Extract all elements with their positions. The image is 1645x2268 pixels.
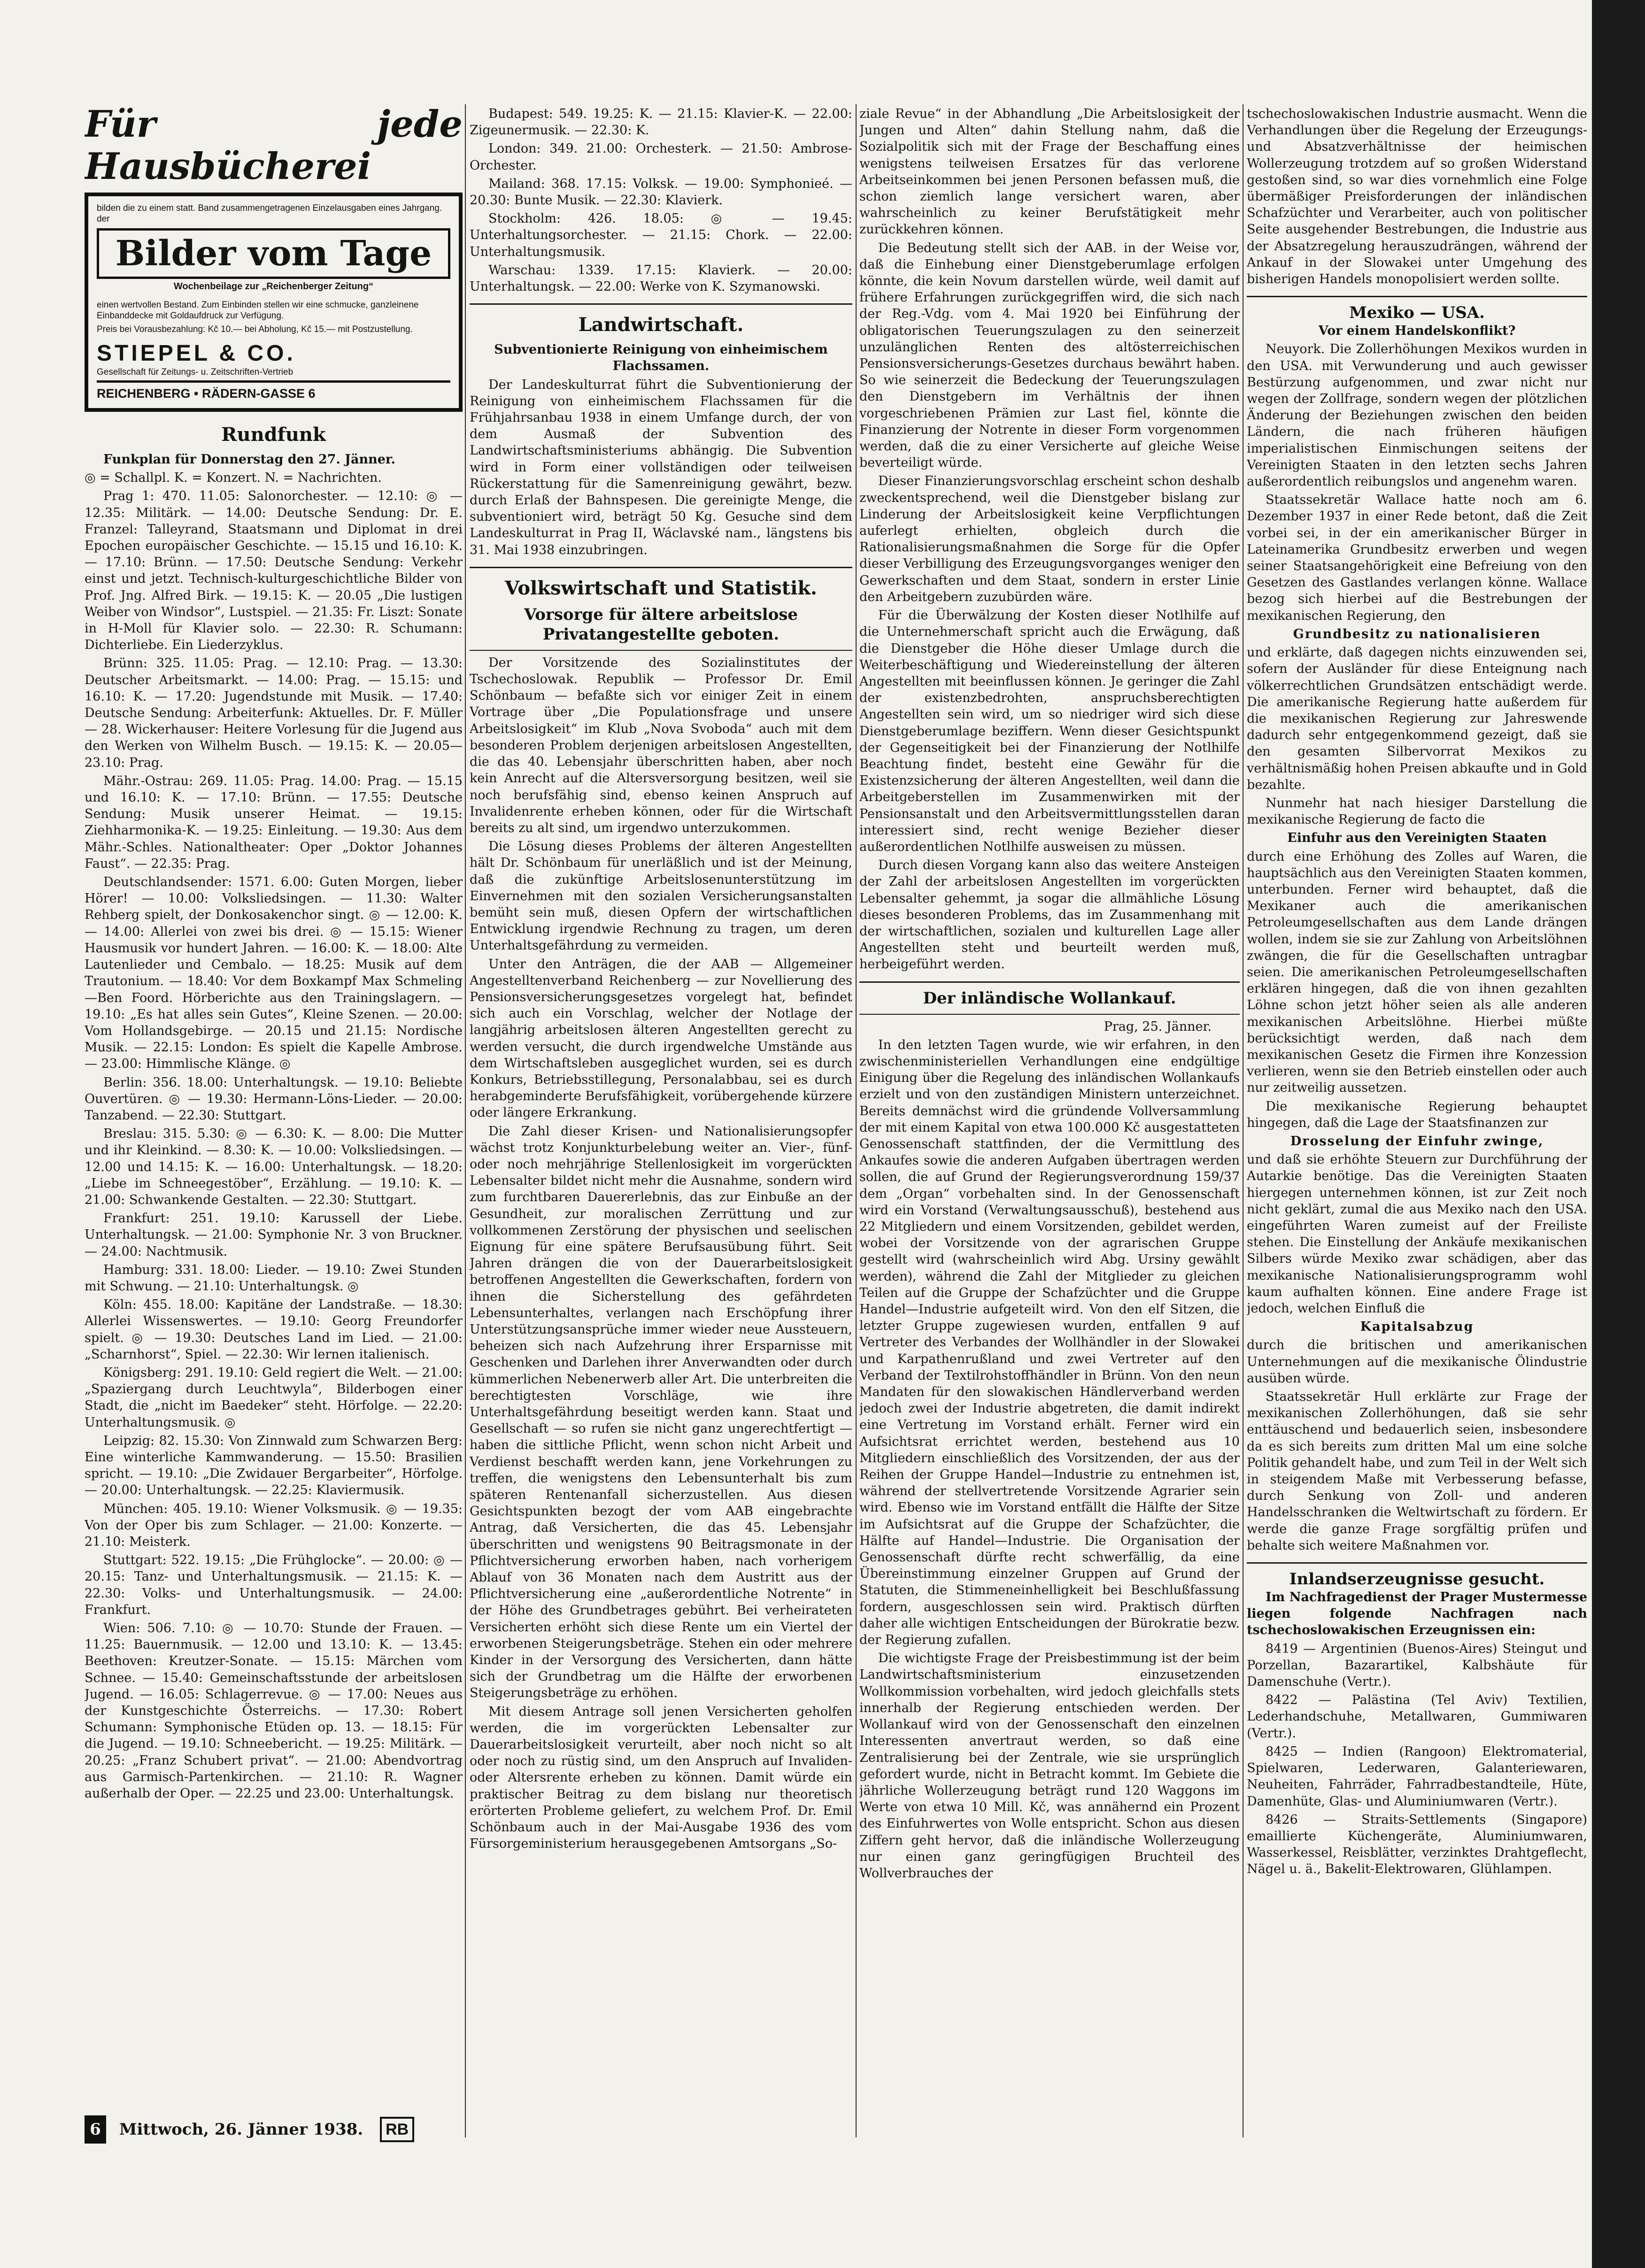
section-divider [859,1014,1240,1015]
ad-company-sub: Gesellschaft für Zeitungs- u. Zeitschriften-Vertrieb [97,367,293,377]
article-paragraph: Mit diesem Antrage soll jenen Versicherten geholfen werden, die im vorgerückten Lebensalter zur Dauerarbeitslosigkeit verurteilt, aber noch nicht so alt oder noch zu rüstig sind, um den Anspruch auf Invaliden- oder Altersrente erheben zu können. Damit würde ein praktischer Beitrag zu dem bislang nur theoretisch erörterten Probleme geliefert, zu welchem Prof. Dr. Emil Schönbaum auch in der Mai-Ausgabe 1936 des vom Fürsorgeministerium herausgegebenen Amtsorgans „So- [470,1704,852,1851]
ad-publication-name: Bilder vom Tage [97,228,450,279]
section-divider [1247,1562,1587,1564]
column-3 [859,106,1240,2139]
article-paragraph: München: 405. 19.10: Wiener Volksmusik. ◎ — 19.35: Von der Oper bis zum Schlager. — 21.00: Konzerte. — 21.10: Meisterk. [85,1501,463,1549]
article-title: Mexiko — USA. [1349,303,1485,323]
section-heading: Rundfunk [221,424,326,446]
article-paragraph: Der Vorsitzende des Sozialinstitutes der Tschechoslowak. Republik — Professor Dr. Emil Schönbaum — befaßte sich vor einiger Zeit in einem Vortrage über „Die Populationsfrage und unsere Arbeitslosigkeit“ im Klub „Nova Svoboda“ auch mit dem besonderen Problem derjenigen arbeitslosen Angestellten, die das 40. Lebensjahr überschritten haben, aber noch kein Anrecht auf die Altersversorgung besitzen, weil sie noch berufsfähig sind, ebenso keinen Anspruch auf Invalidenrente erheben können, oder für die Wirtschaft bereits zu alt sind, um irgendwo unterzukommen. [470,655,852,835]
section-divider [470,567,852,568]
column-1 [85,103,463,2113]
inline-subheading: Einfuhr aus den Vereinigten Staaten [1287,831,1547,846]
article-paragraph: Mailand: 368. 17.15: Volksk. — 19.00: Symphonieé. — 20.30: Bunte Musik. — 22.30: Klavierk. [470,176,852,208]
article-paragraph: Stockholm: 426. 18.05: ◎ — 19.45: Unterhaltungsorchester. — 21.15: Chork. — 22.00: Unterhaltungsmusik. [470,211,852,259]
ad-price: Preis bei Vorausbezahlung: Kč 10.— bei Abholung, Kč 15.— mit Postzustellung. [97,324,413,334]
inline-subheading: Kapitalsabzug [1360,1319,1474,1335]
article-paragraph: London: 349. 21.00: Orchesterk. — 21.50: Ambrose-Orchester. [470,141,852,173]
article-subtitle: Vor einem Handelskonflikt? [1318,324,1516,339]
section-heading: Landwirtschaft. [578,314,744,336]
article-paragraph: Wien: 506. 7.10: ◎ — 10.70: Stunde der Frauen. — 11.25: Bauernmusik. — 12.00 und 13.10: K. — 13.45: Beethoven: Kreutzer-Sonate. — 15.15: Märchen vom Schnee. — 15.40: Gemeinschaftsstunde der arbeitslosen Jugend. — 16.05: Schlagerrevue. ◎ — 17.00: Neues aus der Kunstgeschichte Österreichs. — 17.30: Robert Schumann: Symphonische Etüden op. 13. — 18.15: Für die Jugend. — 19.10: Schneebericht. — 19.25: Militärk. — 20.25: „Franz Schubert privat“. — 21.00: Abendvortrag aus Garmisch-Partenkirchen. — 21.10: R. Wagner außerhalb der Oper. — 22.25 und 23.00: Unterhaltungsk. [85,1621,463,1801]
article-paragraph: Staatssekretär Hull erklärte zur Frage der mexikanischen Zollerhöhungen, daß sie sehr enttäuschend und bedauerlich seien, insbesondere da es sich bereits zum dritten Mal um eine solche Politik gehandelt habe, und zum Teil in der Welt sich in steigendem Maße mit Verbesserung befasse, durch Senkung von Zoll- und anderen Handelsschranken die Weltwirtschaft zu fördern. Er werde die ganze Frage sorgfältig prüfen und behalte sich weitere Maßnahmen vor. [1247,1389,1587,1553]
article-paragraph: Stuttgart: 522. 19.15: „Die Frühglocke“. — 20.00: ◎ — 20.15: Tanz- und Unterhaltungsmusik. — 21.15: K. — 22.30: Volks- und Unterhaltungsmusik. — 24.00: Frankfurt. [85,1553,463,1617]
list-item: 8419 — Argentinien (Buenos-Aires) Steingut und Porzellan, Bazarartikel, Kalbshäute für Damenschuhe (Vertr.). [1247,1641,1587,1689]
article-paragraph: Dieser Finanzierungsvorschlag erscheint schon deshalb zweckentsprechend, weil die Dienstgeber bislang zur Linderung der Arbeitslosigkeit keine Verpflichtungen auferlegt erhielten, obgleich durch die Rationalisierungsmaßnahmen die Sorge für die Opfer dieser Verbilligung des Erzeugungsvorganges weniger den Gewerkschaften und dem Staat, sondern in erster Linie den Arbeitgebern zuzubürden wäre. [859,474,1240,604]
article-paragraph: Durch diesen Vorgang kann also das weitere Ansteigen der Zahl der arbeitslosen Angestellten im vorgerückten Lebensalter gehemmt, ja sogar die allmähliche Lösung dieses besonderen Problems, das im Zusammenhang mit der wirtschaftlichen, sozialen und kulturellen Lage aller Angestellten steht und beurteilt werden muß, herbeigeführt werden. [859,858,1240,972]
ad-subtitle: Wochenbeilage zur „Reichenberger Zeitung“ [173,281,374,292]
article-paragraph: Die mexikanische Regierung behauptet hingegen, daß die Lage der Staatsfinanzen zur [1247,1099,1587,1130]
article-paragraph: Budapest: 549. 19.25: K. — 21.15: Klavier-K. — 22.00: Zigeunermusik. — 22.30: K. [470,107,852,138]
article-paragraph: Unter den Anträgen, die der AAB — Allgemeiner Angestelltenverband Reichenberg — zur Novellierung des Pensionsversicherungsgesetzes vorgelegt hat, befindet sich auch ein Vorschlag, welcher der Notlage der langjährig arbeitslosen älteren Angestellten gerecht zu werden versucht, die durch irgendwelche Umstände aus dem Wirtschaftsleben ausgeglichet wurden, sei es durch Konkurs, Betriebsstillegung, Personalabbau, sei es durch herabgeminderte Berufsfähigkeit, vorübergehende kürzere oder längere Erkrankung. [470,957,852,1120]
scan-edge [1592,0,1645,2268]
article-paragraph: Der Landeskulturrat führt die Subventionierung der Reinigung von einheimischem Flachssamen für die Frühjahrsanbau 1938 in einem Umfange durch, der von dem Ausmaß der Subvention des Landwirtschaftsministeriums abhängig. Die Subvention wird in Form einer vollständigen oder teilweisen Rückerstattung für die Samenreinigung gewährt, bezw. durch Erlaß der Bahnspesen. Die gereinigte Menge, die subventioniert wird, beträgt 50 Kg. Gesuche sind dem Landeskulturrat in Prag II, Wáclavské nam., längstens bis 31. Mai 1938 einzubringen. [470,377,852,557]
article-paragraph: Die wichtigste Frage der Preisbestimmung ist der beim Landwirtschaftsministerium einzusetzenden Wollkommission vorbehalten, wird jedoch gleichfalls stets innerhalb der Regierung entschieden werden. Der Wollankauf wird von der Genossenschaft den einzelnen Interessenten anvertraut werden, so daß eine Zentralisierung bei der Zentrale, wie sie ursprünglich gefordert wurde, nicht in Betracht kommt. Im Gebiete die jährliche Wollerzeugung beträgt rund 120 Waggons im Werte von etwa 10 Mill. Kč, was annähernd ein Prozent des Einfuhrwertes von Wolle entspricht. Schon aus diesen Ziffern geht hervor, daß die inländische Wollerzeugung nur einen ganz geringfügigen Bruchteil des Wollverbrauches der [859,1651,1240,1881]
section-divider [1247,296,1587,297]
ad-box [85,193,463,412]
article-paragraph: Leipzig: 82. 15.30: Von Zinnwald zum Schwarzen Berg: Eine winterliche Kammwanderung. — 15.50: Brasilien spricht. — 19.10: „Die Zwidauer Bergarbeiter“, Hörfolge. — 20.00: Unterhaltungsk. — 22.25: Klaviermusik. [85,1433,463,1498]
ad-address: REICHENBERG • RÄDERN-GASSE 6 [97,380,450,401]
article-paragraph: Deutschlandsender: 1571. 6.00: Guten Morgen, lieber Hörer! — 10.00: Volksliedsingen. — 11.30: Walter Rehberg spielt, der Donkosakenchor singt. ◎ — 12.00: K. — 14.00: Allerlei von zwei bis drei. ◎ — 15.15: Wiener Hausmusik vor hundert Jahren. — 16.00: K. — 18.00: Alte Lautenlieder und Cembalo. — 18.25: Musik auf dem Trautonium. — 18.40: Vor dem Boxkampf Max Schmeling—Ben Foord. Hörberichte aus den Trainingslagern. — 19.10: „Es hat alles sein Gutes“, Kleine Szenen. — 20.00: Vom Hollandsgebirge. — 20.15 und 21.15: Nordische Musik. — 22.15: London: Es spielt die Kapelle Ambrose. — 23.00: Himmlische Klänge. ◎ [85,875,463,1072]
section-heading: Volkswirtschaft und Statistik. [505,577,817,599]
article-paragraph: Königsberg: 291. 19.10: Geld regiert die Welt. — 21.00: „Spaziergang durch Leuchtwyla“, Bilderbogen einer Stadt, die „nicht im Baedeker“ steht. Hörfolge. — 22.20: Unterhaltungsmusik. ◎ [85,1365,463,1430]
newspaper-logo: RB [380,2117,414,2142]
article-paragraph: Staatssekretär Wallace hatte noch am 6. Dezember 1937 in einer Rede betont, daß die Zeit vorbei sei, in der ein amerikanischer Bürger in Lateinamerika Grundbesitz erwerben und wegen seiner Staatsangehörigkeit eine Befreiung von den Gesetzen des Gastlandes verlangen könne. Wallace bezog sich hierbei auf die Bestrebungen der mexikanischen Regierung, den [1247,493,1587,623]
advertisement [85,103,463,412]
article-title: Inlandserzeugnisse gesucht. [1289,1570,1545,1589]
list-item: 8422 — Palästina (Tel Aviv) Textilien, Lederhandschuhe, Metallwaren, Gummiwaren (Vertr.). [1247,1693,1587,1741]
ad-company: STIEPEL & CO. [97,341,296,366]
issue-date: Mittwoch, 26. Jänner 1938. [119,2120,363,2139]
column-4 [1247,106,1587,2139]
column-rule [856,104,857,2137]
article-paragraph: Brünn: 325. 11.05: Prag. — 12.10: Prag. — 13.30: Deutscher Arbeitsmarkt. — 14.00: Prag. — 15.15: und 16.10: K. — 17.20: Jugendstunde mit Musik. — 17.40: Deutsche Sendung: Arbeiterfunk: Aktuelles. Dr. F. Müller — 28. Wickerhauser: Heitere Vorlesung für die Jugend aus den Werken von Wilhelm Busch. — 19.15: K. — 20.05—23.10: Prag. [85,656,463,770]
list-item: 8425 — Indien (Rangoon) Elektromaterial, Spielwaren, Lederwaren, Galanteriewaren, Neuheiten, Fahrräder, Fahrradbestandteile, Hüte, Damenhüte, Glas- und Aluminiumwaren (Vertr.). [1247,1744,1587,1809]
article-paragraph: durch eine Erhöhung des Zolles auf Waren, die hauptsächlich aus den Vereinigten Staaten kommen, unterbunden. Ferner wird behauptet, daß die Mexikaner auch die amerikanischen Petroleumgesellschaften aus dem Lande drängen wollen, indem sie sie zur Zahlung von Arbeitslöhnen zwängen, die für die Gesellschaften untragbar seien. Die amerikanischen Petroleumgesellschaften erklären hingegen, daß die von ihnen gezahlten Löhne schon jetzt höher seien als alle anderen mexikanischen Arbeitslöhne. Hierbei müßte berücksichtigt werden, daß nach dem mexikanischen Gesetz die Firmen ihre Konzession verlieren, wenn sie den Betrieb einstellen oder auch nur zeitweilig aussetzen. [1247,849,1587,1095]
column-2 [470,106,852,2139]
article-paragraph: Im Nachfragedienst der Prager Mustermesse liegen folgende Nachfragen nach tschechoslowakischen Erzeugnissen ein: [1247,1590,1587,1638]
ad-text: einen wertvollen Bestand. Zum Einbinden stellen wir eine schmucke, ganzleinene Einbanddecke mit Goldaufdruck zur Verfügung. [97,300,419,321]
legend: ◎ = Schallpl. K. = Konzert. N. = Nachrichten. [85,471,382,486]
article-paragraph: Hamburg: 331. 18.00: Lieder. — 19.10: Zwei Stunden mit Schwung. — 21.10: Unterhaltungsk. ◎ [85,1262,463,1294]
article-paragraph: Die Zahl dieser Krisen- und Nationalisierungsopfer wächst trotz Konjunkturbelebung weiter an. Vier-, fünf- oder noch mehrjährige Stellenlosigkeit im vorgerückten Lebensalter bildet nicht mehr die Ausnahme, sondern wird zum furchtbaren Dauererlebnis, das zur Einbuße an der Gesundheit, zur moralischen Zerrüttung und zur vollkommenen Zerstörung der physischen und seelischen Eignung für eine spätere Berufsausübung führt. Seit Jahren drängen die von der Dauerarbeitslosigkeit betroffenen Angestellten die Gewerkschaften, fordern von ihnen die Sicherstellung des gefährdeten Lebensunterhaltes, verlangen nach Erschöpfung ihrer Unterstützungsansprüche immer wieder neue Aussteuern, beheizen sich nach Aufzehrung ihrer Ersparnisse mit Geschenken und Darlehen ihrer Anverwandten oder durch kümmerlichen Nebenerwerb aller Art. Die unterbreiten die berechtigtesten Vorschläge, wie ihre Unterhaltsgefährdung beseitigt werden kann. Staat und Gesellschaft — so rufen sie nicht ganz ungerechtfertigt — haben die sittliche Pflicht, wenn schon nicht Arbeit und Verdienst beschafft werden kann, jene Vorkehrungen zu treffen, die wenigstens den Lebensunterhalt bis zum späteren Rentenanfall sicherzustellen. Aus diesen Gesichtspunkten bezogt der vom AAB eingebrachte Antrag, daß Versicherten, die das 45. Lebensjahr überschritten und wenigstens 90 Beitragsmonate in der Pflichtversicherung erworben haben, nach vorherigem Ablauf von 36 Monaten nach dem Austritt aus der Pflichtversicherung eine „außerordentliche Notrente“ in der Höhe des Grundbetrages gebührt. Bei verheirateten Versicherten erhöht sich diese Rente um ein Viertel der erworbenen Steigerungsbeträge. Stehen ein oder mehrere Kinder in der Versorgung des Versicherten, dann hätte sich der Grundbetrag um die Hälfte der erworbenen Steigerungsbeträge zu erhöhen. [470,1124,852,1701]
article-paragraph: Die Lösung dieses Problems der älteren Angestellten hält Dr. Schönbaum für unerläßlich und ist der Meinung, daß die zukünftige Arbeitslosenunterstützung im Einvernehmen mit den sozialen Versicherungsanstalten bemüht sein muß, diesen Opfern der wirtschaftlichen Entwicklung irgendwie Rechnung zu tragen, um deren Unterhaltsgefährdung zu vermeiden. [470,839,852,953]
ad-title: Für jede Hausbücherei [85,103,463,188]
list-item: 8426 — Straits-Settlements (Singapore) emaillierte Küchengeräte, Aluminiumwaren, Wasserkessel, Reisblätter, verzinktes Drahtgeflecht, Nägel u. ä., Bakelit-Elektrowaren, Glühlampen. [1247,1812,1587,1877]
article-paragraph: und erklärte, daß dagegen nichts einzuwenden sei, sofern der Ausländer für diese Enteignung nach völkerrechtlichen Grundsätzen entschädigt werde. Die amerikanische Regierung hatte außerdem für die mexikanischen Regierung zur Jahreswende dadurch sehr entgegenkommend gezeigt, daß sie den gesamten Silbervorrat Mexikos zu verhältnismäßig hohen Preisen abkaufte und in Gold bezahlte. [1247,645,1587,792]
article-paragraph: Berlin: 356. 18.00: Unterhaltungsk. — 19.10: Beliebte Ouvertüren. ◎ — 19.30: Hermann-Löns-Lieder. — 20.00: Tanzabend. — 22.30: Stuttgart. [85,1075,463,1123]
dateline: Prag, 25. Jänner. [1104,1019,1212,1034]
section-subheading: Funkplan für Donnerstag den 27. Jänner. [103,452,396,467]
ad-intro: bilden die zu einem statt. Band zusammengetragenen Einzelausgaben eines Jahrgang. der [97,203,442,224]
article-paragraph: Warschau: 1339. 17.15: Klavierk. — 20.00: Unterhaltungsk. — 22.00: Werke von K. Szymanowski. [470,262,852,294]
inline-subheading: Drosselung der Einfuhr zwinge, [1290,1134,1544,1149]
article-paragraph: Die Bedeutung stellt sich der AAB. in der Weise vor, daß die Einhebung einer Dienstgeberumlage erfolgen könnte, die kein Novum darstellen würde, weil damit auf frühere Erfahrungen zurückgegriffen wird, die sich nach der Reg.-Vdg. vom 4. Mai 1920 bei Einführung der obligatorischen Teuerungszulagen zu den seinerzeit unzulänglichen Renten des altösterreichischen Pensionsversicherungs-Gesetzes durchaus bewährt haben. So wie seinerzeit die Bedeckung der Teuerungszulagen den Dienstgebern im Verhältnis der ihnen vorgeschriebenen Prämien zur Last fiel, könnte die Finanzierung der Notrente in dieser Form vorgenommen werden, daß die zu einer Versicherte auf gleiche Weise beverteiligt würde. [859,240,1240,471]
article-title: Subventionierte Reinigung von einheimischem Flachssamen. [494,342,828,374]
article-paragraph: Neuyork. Die Zollerhöhungen Mexikos wurden in den USA. mit Verwunderung und auch gewisser Bestürzung aufgenommen, und zwar nicht nur wegen der Zollfrage, sondern wegen der plötzlichen Änderung der Beziehungen zwischen den beiden Ländern, die nach früheren häufigen imperialistischen Einmischungen seitens der Vereinigten Staaten in den letzten sechs Jahren außerordentlich reibungslos und angenehm waren. [1247,342,1587,489]
article-title: Vorsorge für ältere arbeitslose Privatangestellte geboten. [524,605,798,644]
article-paragraph: Nunmehr hat nach hiesiger Darstellung die mexikanische Regierung de facto die [1247,795,1587,827]
article-paragraph: tschechoslowakischen Industrie ausmacht. Wenn die Verhandlungen über die Regelung der Erzeugungs- und Absatzverhältnisse der heimischen Wollerzeugung trotzdem auf so großen Widerstand gestoßen sind, so war dies vornehmlich eine Folge übermäßiger Preisforderungen der inländischen Schafzüchter und Verarbeiter, auch von politischer Seite ausgehender Bestrebungen, die Industrie aus der Absatzregelung herauszudrängen, während der Ankauf in der Slowakei unter Umgehung des bisherigen Handels monopolisiert werden sollte. [1247,107,1587,287]
article-paragraph: Frankfurt: 251. 19.10: Karussell der Liebe. Unterhaltungsk. — 21.00: Symphonie Nr. 3 von Bruckner. — 24.00: Nachtmusik. [85,1211,463,1259]
article-paragraph: und daß sie erhöhte Steuern zur Durchführung der Autarkie benötige. Das die Vereinigten Staaten hiergegen unternehmen können, ist zur Zeit noch nicht geklärt, zumal die aus Mexiko nach den USA. eingeführten Waren zumeist auf der Freiliste stehen. Die Einstellung der Ankäufe mexikanischen Silbers würde Mexiko zwar schädigen, aber das mexikanische Nationalisierungsprogramm wohl kaum aufhalten können. Eine andere Frage ist jedoch, welchen Einfluß die [1247,1152,1587,1316]
article-paragraph: In den letzten Tagen wurde, wie wir erfahren, in den zwischenministeriellen Verhandlungen eine endgültige Einigung über die Regelung des inländischen Wollankaufs erzielt und von den zuständigen Ministern unterzeichnet. Bereits demnächst wird die gründende Vollversammlung der mit einem Kapital von etwa 100.000 Kč ausgestatteten Genossenschaft stattfinden, der die Vermittlung des Ankaufes sowie die anderen Aufgaben übertragen werden sollen, die auf Grund der Regierungsverordnung 159/37 dem „Organ“ vorbehalten sind. In der Genossenschaft wird ein Vorstand (Verwaltungsausschuß), bestehend aus 22 Mitgliedern und einem Vorsitzenden, gebildet werden, wobei der Vorsitzende von der agrarischen Gruppe gestellt wird (wahrscheinlich wird Abg. Ursiny gewählt werden), während die Zahl der Mitglieder zu gleichen Teilen auf die Gruppe der Schafzüchter und die Gruppe Handel—Industrie aufgeteilt wird. Von den elf Sitzen, die letzter Gruppe zugewiesen wurden, entfallen 9 auf Vertreter des Verbandes der Wollhändler in der Slowakei und Karpathenrußland und zwei Vertreter auf den Verband der Textilrohstoffhändler in Brünn. Von den neun Mandaten für den slowakischen Händlerverband werden jedoch zwei der Industrie abgetreten, die damit indirekt eine Vertretung im Vorstand erhält. Ferner wird ein Aufsichtsrat errichtet werden, bestehend aus 10 Mitgliedern einschließlich des Vorsitzenden, der aus der Reihen der Gruppe Handel—Industrie zu entnehmen ist, während der stellvertretende Vorsitzende Agrarier sein wird. Ebenso wie im Vorstand entfällt die Hälfte der Sitze im Aufsichtsrat auf die Gruppe der Schafzüchter, die Hälfte auf Handel—Industrie. Die Organisation der Genossenschaft dürfte recht schwerfällig, da eine Übereinstimmung einzelner Gruppen auf Grund der Statuten, die Stimmeneinhelligkeit bei Beschlußfassung fordern, ausgeschlossen sein wird. Praktisch dürften daher alle wichtigen Entscheidungen der Bürokratie bezw. der Regierung zufallen. [859,1037,1240,1648]
article-paragraph: ziale Revue“ in der Abhandlung „Die Arbeitslosigkeit der Jungen und Alten“ dahin Stellung nahm, daß die Sozialpolitik sich mit der Frage der Beschaffung eines wenigstens teilweisen Ersatzes für das verlorene Arbeitseinkommen bei jenen Personen befassen muß, die schon ziemlich lange versichert waren, aber wahrscheinlich zu keiner Berufstätigkeit mehr zurückkehren können. [859,107,1240,237]
article-paragraph: Für die Überwälzung der Kosten dieser Notlhilfe auf die Unternehmerschaft spricht auch die Erwägung, daß die Dienstgeber die Höhe dieser Umlage durch die Weiterbeschäftigung und Wiedereinstellung der älteren Angestellten mit beeinflussen können. Je geringer die Zahl der existenzbedrohten, anspruchsberechtigten Angestellten sein wird, um so niedriger wird sich diese Dienstgeberumlage beziffern. Wenn dieser Gesichtspunkt der Gegenseitigkeit bei der Finanzierung der Notlhilfe Beachtung findet, besteht eine Gewähr für die Existenzsicherung der älteren Angestellten, weil dann die Arbeitgeberstellen im Zusammenwirken mit der Pensionsanstalt und den Arbeitsvermittlungsstellen daran interessiert sind, recht wenige Bezieher dieser außerordentlichen Notlhilfe ausweisen zu müssen. [859,608,1240,854]
article-paragraph: Köln: 455. 18.00: Kapitäne der Landstraße. — 18.30: Allerlei Wissenswertes. — 19.10: Georg Freundorfer spielt. ◎ — 19.30: Deutsches Land im Lied. — 21.00: „Scharnhorst“, Spiel. — 22.30: Wir lernen italienisch. [85,1297,463,1362]
article-paragraph: Prag 1: 470. 11.05: Salonorchester. — 12.10: ◎ — 12.35: Militärk. — 14.00: Deutsche Sendung: Dr. E. Franzel: Talleyrand, Staatsmann und Diplomat in drei Epochen europäischer Geschichte. — 15.15 und 16.10: K. — 17.10: Brünn. — 17.50: Deutsche Sendung: Verkehr einst und jetzt. Technisch-kulturgeschichtliche Bilder von Prof. Jng. Alfred Birk. — 19.15: K. — 20.05 „Die lustigen Weiber von Windsor“, Lustspiel. — 21.35: Fr. Liszt: Sonate in H-Moll für Klavier solo. — 22.30: R. Schumann: Dichterliebe. Ein Liederzyklus. [85,489,463,653]
article-title: Der inländische Wollankauf. [923,988,1176,1008]
section-divider [470,303,852,305]
section-divider [470,650,852,651]
column-rule [465,104,466,2137]
article-paragraph: Breslau: 315. 5.30: ◎ — 6.30: K. — 8.00: Die Mutter und ihr Kleinkind. — 8.30: K. — 10.00: Volksliedsingen. — 12.00 und 14.15: K. — 16.00: Unterhaltungsk. — 18.20: „Liebe im Schneegestöber“, Erzählung. — 19.10: K. — 21.00: Schwankende Gestalten. — 22.30: Stuttgart. [85,1126,463,1207]
section-divider [859,981,1240,983]
page-footer [85,2115,463,2144]
page-number: 6 [85,2115,106,2144]
article-paragraph: Mähr.-Ostrau: 269. 11.05: Prag. 14.00: Prag. — 15.15 und 16.10: K. — 17.10: Brünn. — 17.55: Deutsche Sendung: Musik unserer Heimat. — 19.15: Ziehharmonika-K. — 19.25: Einleitung. — 19.30: Aus dem Mähr.-Schles. Nationaltheater: Oper „Doktor Johannes Faust“. — 22.35: Prag. [85,773,463,871]
article-paragraph: durch die britischen und amerikanischen Unternehmungen auf die mexikanische Ölindustrie ausüben würde. [1247,1338,1587,1386]
inline-subheading: Grundbesitz zu nationalisieren [1293,626,1541,641]
